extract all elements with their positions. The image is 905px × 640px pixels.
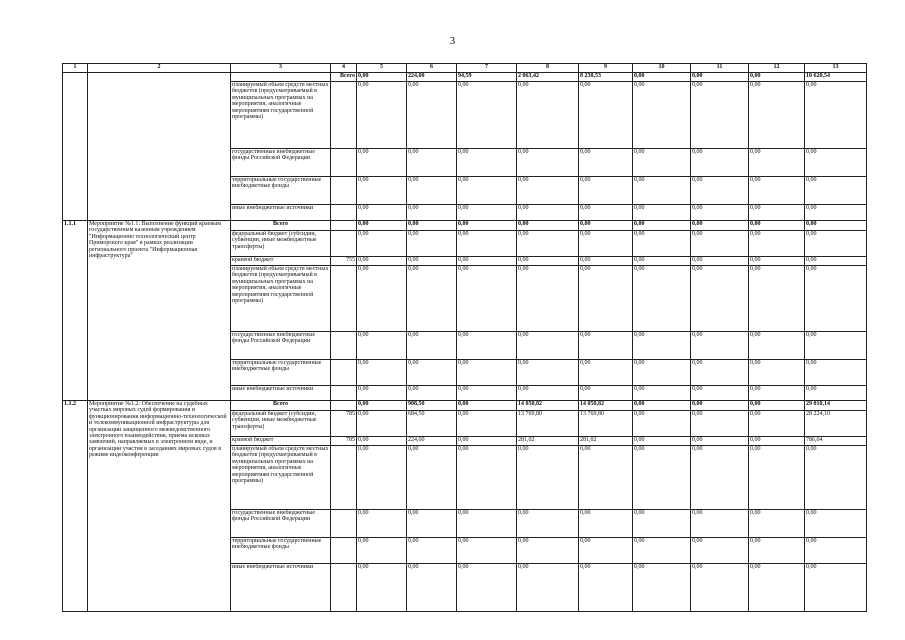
amount-cell: 0,00 — [749, 266, 805, 332]
amount-cell: 0,00 — [517, 149, 579, 177]
amount-cell: 0,00 — [357, 73, 407, 82]
column-number: 11 — [691, 64, 749, 73]
amount-cell: 0,00 — [691, 411, 749, 437]
amount-cell: 0,00 — [357, 538, 407, 564]
amount-cell: 14 050,82 — [579, 401, 633, 411]
amount-cell: 0,00 — [691, 231, 749, 257]
column-number: 1 — [63, 64, 88, 73]
amount-cell: 0,00 — [805, 82, 867, 149]
funding-source: федеральный бюджет (субсидии, субвенции, иные межбюджетные трансферты) — [231, 411, 331, 437]
amount-cell: 0,00 — [357, 82, 407, 149]
amount-cell: 0,00 — [691, 266, 749, 332]
column-number-row — [63, 64, 867, 73]
amount-cell: 0,00 — [749, 332, 805, 360]
budget-code — [331, 538, 357, 564]
amount-cell: 0,00 — [579, 205, 633, 221]
column-number: 8 — [517, 64, 579, 73]
funding-source — [231, 73, 331, 82]
funding-source: иные внебюджетные источники — [231, 564, 331, 612]
budget-code — [331, 266, 357, 332]
budget-code — [331, 386, 357, 401]
funding-source: территориальные государственные внебюджетные фонды — [231, 360, 331, 386]
amount-cell: 0,00 — [457, 177, 517, 205]
amount-cell: 0,00 — [805, 510, 867, 538]
funding-source: иные внебюджетные источники — [231, 386, 331, 401]
amount-cell: 0,00 — [633, 231, 691, 257]
funding-source: государственные внебюджетные фонды Российской Федерации — [231, 332, 331, 360]
amount-cell: 0,00 — [749, 177, 805, 205]
amount-cell: 0,00 — [691, 332, 749, 360]
column-number: 6 — [407, 64, 457, 73]
amount-cell: 0,00 — [407, 221, 457, 231]
amount-cell: 0,00 — [805, 332, 867, 360]
amount-cell: 0,00 — [633, 510, 691, 538]
page-number: 3 — [449, 35, 456, 47]
amount-cell: 0,00 — [633, 73, 691, 82]
amount-cell: 0,00 — [357, 332, 407, 360]
amount-cell: 14 050,82 — [517, 401, 579, 411]
budget-code: 785 — [331, 437, 357, 446]
budget-code — [331, 401, 357, 411]
amount-cell: 0,00 — [749, 257, 805, 266]
amount-cell: 0,00 — [749, 510, 805, 538]
amount-cell: 0,00 — [633, 564, 691, 612]
amount-cell: 0,00 — [357, 266, 407, 332]
amount-cell: 0,00 — [749, 401, 805, 411]
amount-cell: 0,00 — [517, 510, 579, 538]
amount-cell: 94,59 — [457, 73, 517, 82]
amount-cell: 908,50 — [407, 401, 457, 411]
amount-cell: 0,00 — [517, 446, 579, 510]
amount-cell: 0,00 — [407, 231, 457, 257]
budget-code — [331, 446, 357, 510]
budget-code — [331, 231, 357, 257]
amount-cell: 0,00 — [691, 386, 749, 401]
activity-name: Мероприятие №1.1: Выполнение функций краевым государственным казенным учреждением "Информационно технологический центр Приморского края" в рамках реализации регионального проекта "Информационная инфраструктура" — [88, 221, 231, 401]
amount-cell: 0,00 — [633, 360, 691, 386]
amount-cell: 0,00 — [633, 149, 691, 177]
amount-cell: 0,00 — [579, 386, 633, 401]
amount-cell: 0,00 — [357, 231, 407, 257]
budget-code — [331, 149, 357, 177]
amount-cell: 0,00 — [579, 510, 633, 538]
amount-cell: 0,00 — [517, 332, 579, 360]
amount-cell: 0,00 — [579, 360, 633, 386]
amount-cell: 0,00 — [691, 221, 749, 231]
amount-cell: 0,00 — [633, 205, 691, 221]
amount-cell: 0,00 — [457, 221, 517, 231]
budget-code — [331, 360, 357, 386]
amount-cell: 0,00 — [517, 205, 579, 221]
amount-cell: 0,00 — [691, 538, 749, 564]
amount-cell: 0,00 — [407, 386, 457, 401]
amount-cell: 0,00 — [691, 149, 749, 177]
amount-cell: 224,00 — [407, 437, 457, 446]
amount-cell: 0,00 — [357, 221, 407, 231]
amount-cell: 0,00 — [691, 437, 749, 446]
amount-cell: 0,00 — [633, 266, 691, 332]
amount-cell: 0,00 — [357, 401, 407, 411]
amount-cell: 0,00 — [517, 257, 579, 266]
amount-cell: 0,00 — [517, 231, 579, 257]
amount-cell: 0,00 — [691, 205, 749, 221]
amount-cell: 0,00 — [805, 386, 867, 401]
amount-cell: 0,00 — [357, 177, 407, 205]
amount-cell: 0,00 — [407, 205, 457, 221]
budget-code — [331, 332, 357, 360]
amount-cell: 0,00 — [407, 538, 457, 564]
amount-cell: 0,00 — [457, 266, 517, 332]
funding-source: планируемый объем средств местных бюджетов (предусматриваемый в муниципальных программах на мероприятия, аналогичные мероприятиям государственной программы) — [231, 446, 331, 510]
amount-cell: 0,00 — [517, 177, 579, 205]
amount-cell: 0,00 — [407, 564, 457, 612]
budget-code — [331, 221, 357, 231]
amount-cell: 0,00 — [579, 332, 633, 360]
amount-cell: 0,00 — [633, 257, 691, 266]
budget-code — [331, 177, 357, 205]
amount-cell: 0,00 — [633, 82, 691, 149]
column-number: 7 — [457, 64, 517, 73]
funding-source: планируемый объем средств местных бюджетов (предусматриваемый в муниципальных программах на мероприятия, аналогичные мероприятиям государственной программы) — [231, 82, 331, 149]
amount-cell: 0,00 — [805, 266, 867, 332]
amount-cell: 0,00 — [579, 257, 633, 266]
amount-cell: 0,00 — [805, 231, 867, 257]
column-number: 12 — [749, 64, 805, 73]
amount-cell: 0,00 — [749, 437, 805, 446]
amount-cell: 0,00 — [805, 149, 867, 177]
amount-cell: 0,00 — [407, 510, 457, 538]
column-number: 2 — [88, 64, 231, 73]
amount-cell: 281,02 — [579, 437, 633, 446]
amount-cell: 0,00 — [517, 221, 579, 231]
amount-cell: 8 238,53 — [579, 73, 633, 82]
funding-source: территориальные государственные внебюджетные фонды — [231, 177, 331, 205]
funding-source: иные внебюджетные источники — [231, 205, 331, 221]
amount-cell: 0,00 — [633, 437, 691, 446]
column-number: 13 — [805, 64, 867, 73]
amount-cell: 0,00 — [633, 411, 691, 437]
activity-name: Мероприятие №1.2: Обеспечение на судебных участках мировых судей формирования и функционирования информационно-технологической и телекоммуникационной инфраструктуры для организации защищенного межведомственного электронного взаимодействия, приема исковых заявлений, направляемых в электронном виде, и организации участия в заседаниях мировых судов в режиме видеоконференции — [88, 401, 231, 612]
amount-cell: 0,00 — [805, 360, 867, 386]
amount-cell: 0,00 — [357, 411, 407, 437]
amount-cell: 28 224,10 — [805, 411, 867, 437]
amount-cell: 0,00 — [691, 446, 749, 510]
amount-cell: 0,00 — [457, 205, 517, 221]
budget-code — [331, 205, 357, 221]
amount-cell: 0,00 — [579, 221, 633, 231]
amount-cell: 224,00 — [407, 73, 457, 82]
amount-cell: 0,00 — [357, 257, 407, 266]
amount-cell: 0,00 — [457, 231, 517, 257]
amount-cell: 0,00 — [457, 149, 517, 177]
amount-cell: 0,00 — [457, 401, 517, 411]
amount-cell: 0,00 — [457, 82, 517, 149]
amount-cell: 0,00 — [805, 221, 867, 231]
table-body — [63, 64, 867, 612]
amount-cell: 0,00 — [457, 538, 517, 564]
amount-cell: 0,00 — [407, 266, 457, 332]
activity-name — [88, 73, 231, 221]
amount-cell: 0,00 — [691, 360, 749, 386]
amount-cell: 13 769,80 — [517, 411, 579, 437]
amount-cell: 0,00 — [357, 564, 407, 612]
amount-cell: 0,00 — [457, 257, 517, 266]
amount-cell: 0,00 — [691, 73, 749, 82]
amount-cell: 0,00 — [357, 386, 407, 401]
amount-cell: 0,00 — [579, 177, 633, 205]
column-number: 5 — [357, 64, 407, 73]
amount-cell: 0,00 — [579, 82, 633, 149]
amount-cell: 0,00 — [457, 437, 517, 446]
amount-cell: 0,00 — [457, 446, 517, 510]
column-number: 3 — [231, 64, 331, 73]
amount-cell: 0,00 — [633, 332, 691, 360]
amount-cell: 0,00 — [357, 446, 407, 510]
row-code — [63, 73, 88, 221]
amount-cell: 281,02 — [517, 437, 579, 446]
amount-cell: 0,00 — [357, 510, 407, 538]
amount-cell: 0,00 — [357, 205, 407, 221]
amount-cell: 0,00 — [749, 82, 805, 149]
amount-cell: 0,00 — [805, 564, 867, 612]
table-row — [63, 221, 867, 231]
amount-cell: 0,00 — [517, 82, 579, 149]
budget-code: 755 — [331, 257, 357, 266]
amount-cell: 684,50 — [407, 411, 457, 437]
amount-cell: 0,00 — [691, 510, 749, 538]
funding-source: краевой бюджет — [231, 437, 331, 446]
amount-cell: 0,00 — [407, 82, 457, 149]
funding-source: государственные внебюджетные фонды Российской Федерации — [231, 149, 331, 177]
amount-cell: 0,00 — [691, 564, 749, 612]
amount-cell: 0,00 — [749, 446, 805, 510]
amount-cell: 0,00 — [517, 564, 579, 612]
amount-cell: 0,00 — [579, 446, 633, 510]
amount-cell: 0,00 — [517, 538, 579, 564]
amount-cell: 0,00 — [805, 257, 867, 266]
amount-cell: 0,00 — [633, 221, 691, 231]
amount-cell: 0,00 — [517, 360, 579, 386]
funding-source: государственные внебюджетные фонды Российской Федерации — [231, 510, 331, 538]
amount-cell: 0,00 — [749, 205, 805, 221]
funding-source: Всего — [231, 401, 331, 411]
amount-cell: 2 063,42 — [517, 73, 579, 82]
budget-code: 785 — [331, 411, 357, 437]
amount-cell: 0,00 — [691, 82, 749, 149]
amount-cell: 0,00 — [407, 149, 457, 177]
amount-cell: 0,00 — [749, 73, 805, 82]
row-code: 1.1.2 — [63, 401, 88, 612]
amount-cell: 0,00 — [579, 231, 633, 257]
budget-code: Всего — [331, 73, 357, 82]
funding-source: федеральный бюджет (субсидии, субвенции, иные межбюджетные трансферты) — [231, 231, 331, 257]
funding-source: планируемый объем средств местных бюджетов (предусматриваемый в муниципальных программах на мероприятия, аналогичные мероприятиям государственной программы) — [231, 266, 331, 332]
amount-cell: 0,00 — [457, 332, 517, 360]
amount-cell: 0,00 — [579, 564, 633, 612]
amount-cell: 0,00 — [579, 149, 633, 177]
amount-cell: 0,00 — [407, 360, 457, 386]
amount-cell: 0,00 — [633, 177, 691, 205]
amount-cell: 0,00 — [407, 446, 457, 510]
amount-cell: 29 010,14 — [805, 401, 867, 411]
amount-cell: 0,00 — [633, 401, 691, 411]
amount-cell: 0,00 — [749, 386, 805, 401]
amount-cell: 0,00 — [457, 411, 517, 437]
amount-cell: 0,00 — [805, 205, 867, 221]
budget-code — [331, 510, 357, 538]
funding-source: Всего — [231, 221, 331, 231]
amount-cell: 0,00 — [633, 386, 691, 401]
amount-cell: 0,00 — [633, 538, 691, 564]
amount-cell: 0,00 — [749, 564, 805, 612]
amount-cell: 0,00 — [749, 231, 805, 257]
amount-cell: 0,00 — [457, 360, 517, 386]
amount-cell: 10 620,54 — [805, 73, 867, 82]
amount-cell: 0,00 — [357, 360, 407, 386]
amount-cell: 0,00 — [579, 538, 633, 564]
amount-cell: 0,00 — [457, 564, 517, 612]
amount-cell: 0,00 — [805, 177, 867, 205]
funding-source: краевой бюджет — [231, 257, 331, 266]
amount-cell: 0,00 — [749, 411, 805, 437]
column-number: 4 — [331, 64, 357, 73]
amount-cell: 0,00 — [805, 446, 867, 510]
amount-cell: 13 769,80 — [579, 411, 633, 437]
amount-cell: 0,00 — [517, 386, 579, 401]
amount-cell: 0,00 — [579, 266, 633, 332]
amount-cell: 786,04 — [805, 437, 867, 446]
funding-source: территориальные государственные внебюджетные фонды — [231, 538, 331, 564]
column-number: 10 — [633, 64, 691, 73]
table-row — [63, 73, 867, 82]
amount-cell: 0,00 — [691, 177, 749, 205]
amount-cell: 0,00 — [633, 446, 691, 510]
row-code: 1.1.1 — [63, 221, 88, 401]
budget-code — [331, 82, 357, 149]
amount-cell: 0,00 — [457, 510, 517, 538]
amount-cell: 0,00 — [691, 257, 749, 266]
amount-cell: 0,00 — [749, 360, 805, 386]
column-number: 9 — [579, 64, 633, 73]
amount-cell: 0,00 — [749, 538, 805, 564]
amount-cell: 0,00 — [749, 149, 805, 177]
amount-cell: 0,00 — [517, 266, 579, 332]
amount-cell: 0,00 — [357, 437, 407, 446]
amount-cell: 0,00 — [407, 177, 457, 205]
amount-cell: 0,00 — [457, 386, 517, 401]
table-row — [63, 401, 867, 411]
amount-cell: 0,00 — [407, 257, 457, 266]
amount-cell: 0,00 — [691, 401, 749, 411]
budget-code — [331, 564, 357, 612]
amount-cell: 0,00 — [357, 149, 407, 177]
amount-cell: 0,00 — [749, 221, 805, 231]
budget-table — [62, 63, 867, 612]
amount-cell: 0,00 — [805, 538, 867, 564]
amount-cell: 0,00 — [407, 332, 457, 360]
